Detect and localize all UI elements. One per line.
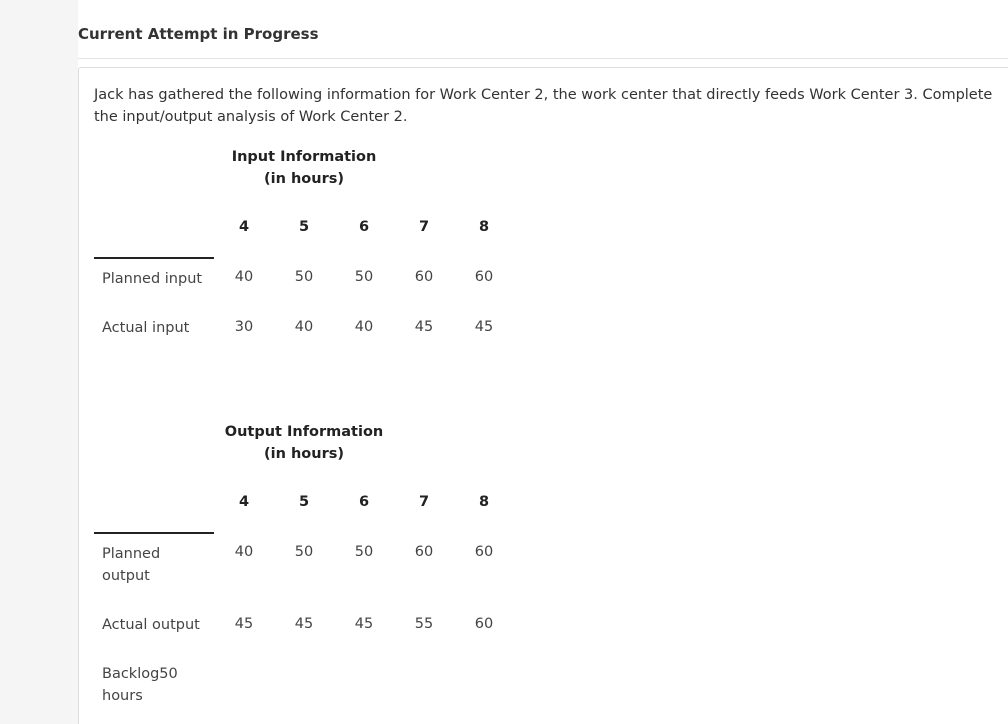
input-table-title-line1: Input Information: [231, 149, 377, 165]
planned-input-label: Planned input: [102, 271, 203, 287]
planned-output-cell: 60: [414, 544, 434, 560]
input-table-title: [224, 146, 384, 190]
output-table-title-line2: (in hours): [264, 446, 344, 462]
actual-input-cell: 45: [474, 319, 494, 335]
actual-output-cell: 45: [234, 616, 254, 632]
actual-output-label: Actual output: [102, 617, 200, 633]
actual-input-cell: 45: [414, 319, 434, 335]
input-col-header: 4: [238, 219, 250, 235]
planned-output-cell: 40: [234, 544, 254, 560]
planned-input-cell: 50: [354, 269, 374, 285]
planned-input-cell: 60: [414, 269, 434, 285]
actual-output-cell: 60: [474, 616, 494, 632]
question-prompt: Jack has gathered the following information for Work Center 2, the work center that directly feeds Work Center 3. Complete the input/output analysis of Work Center 2.: [94, 87, 993, 125]
left-sidebar: [0, 0, 78, 724]
planned-output-label: Planned output: [102, 546, 161, 584]
output-table-title: [219, 421, 389, 465]
actual-output-cell: 45: [294, 616, 314, 632]
planned-output-cell: 50: [294, 544, 314, 560]
input-table-rule: [94, 257, 214, 259]
planned-input-cell: 50: [294, 269, 314, 285]
actual-output-cell: 45: [354, 616, 374, 632]
output-table-title-line1: Output Information: [224, 424, 384, 440]
backlog-label: Backlog50 hours: [102, 666, 178, 704]
input-col-header: 7: [418, 219, 430, 235]
actual-output-cell: 55: [414, 616, 434, 632]
actual-input-cell: 40: [294, 319, 314, 335]
output-col-header: 7: [418, 494, 430, 510]
question-panel: [78, 67, 1008, 724]
actual-input-cell: 40: [354, 319, 374, 335]
output-col-header: 8: [478, 494, 490, 510]
input-col-header: 6: [358, 219, 370, 235]
input-col-header: 5: [298, 219, 310, 235]
input-col-header: 8: [478, 219, 490, 235]
attempt-header: [78, 0, 1008, 59]
planned-input-cell: 60: [474, 269, 494, 285]
output-col-header: 4: [238, 494, 250, 510]
output-col-header: 5: [298, 494, 310, 510]
planned-input-cell: 40: [234, 269, 254, 285]
actual-input-cell: 30: [234, 319, 254, 335]
page-title: Current Attempt in Progress: [78, 25, 319, 43]
planned-output-cell: 50: [354, 544, 374, 560]
input-table-title-line2: (in hours): [264, 171, 344, 187]
actual-input-label: Actual input: [102, 320, 190, 336]
output-col-header: 6: [358, 494, 370, 510]
output-table-rule: [94, 532, 214, 534]
planned-output-cell: 60: [474, 544, 494, 560]
